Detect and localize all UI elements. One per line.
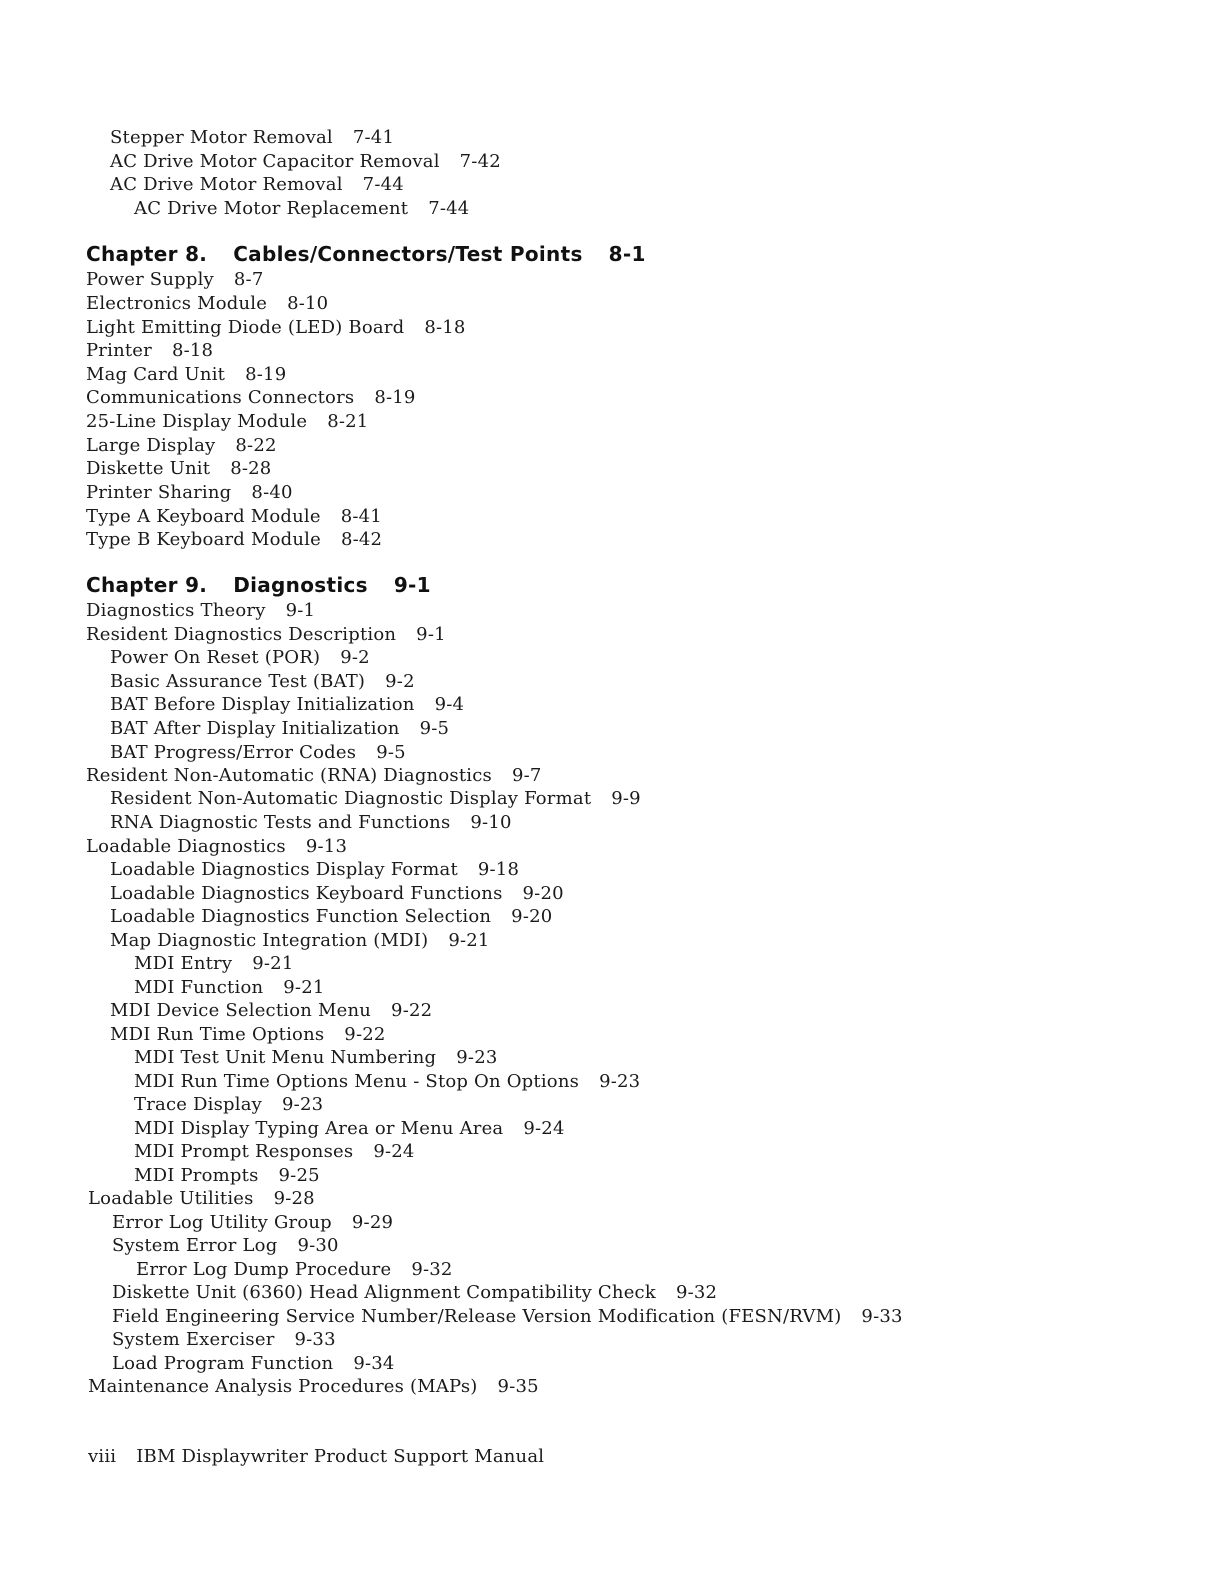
chapter-number: Chapter 8. — [86, 242, 208, 266]
toc-entry-title: MDI Function — [134, 977, 264, 998]
toc-entry-title: MDI Device Selection Menu — [110, 1000, 372, 1021]
toc-entry-title: MDI Run Time Options Menu - Stop On Options — [134, 1071, 580, 1092]
toc-entry-title: Field Engineering Service Number/Release Version Modification (FESN/RVM) — [112, 1306, 842, 1327]
toc-entry-title: Basic Assurance Test (BAT) — [110, 671, 366, 692]
toc-entry — [86, 292, 328, 316]
toc-entry-title: Maintenance Analysis Procedures (MAPs) — [88, 1376, 478, 1397]
toc-entry-page: 9-30 — [297, 1235, 339, 1256]
toc-entry — [110, 929, 490, 953]
toc-entry-title: Printer — [86, 340, 152, 361]
toc-entry-page: 9-21 — [283, 977, 325, 998]
toc-entry — [88, 1187, 315, 1211]
toc-entry-page: 8-41 — [340, 506, 382, 527]
toc-entry-page: 9-20 — [511, 906, 553, 927]
toc-entry-page: 9-7 — [511, 765, 542, 786]
toc-entry — [110, 126, 394, 150]
toc-entry-title: Resident Diagnostics Description — [86, 624, 397, 645]
toc-entry-title: Printer Sharing — [86, 482, 232, 503]
toc-entry — [134, 1070, 640, 1094]
toc-entry-title: Type A Keyboard Module — [86, 506, 321, 527]
toc-entry-page: 9-22 — [391, 1000, 433, 1021]
toc-entry — [110, 150, 501, 174]
toc-entry-page: 9-20 — [522, 883, 564, 904]
toc-entry-title: Error Log Dump Procedure — [136, 1259, 392, 1280]
toc-entry — [112, 1234, 339, 1258]
toc-entry — [134, 1117, 565, 1141]
toc-entry — [110, 670, 415, 694]
toc-entry — [110, 882, 564, 906]
toc-entry — [86, 505, 382, 529]
toc-entry — [86, 386, 416, 410]
toc-entry — [134, 1164, 320, 1188]
toc-entry-page: 8-19 — [245, 364, 287, 385]
toc-entry — [86, 835, 347, 859]
toc-entry — [110, 858, 519, 882]
toc-entry — [110, 811, 512, 835]
toc-entry-page: 9-23 — [599, 1071, 641, 1092]
toc-entry — [112, 1305, 903, 1329]
toc-entry-title: 25-Line Display Module — [86, 411, 308, 432]
toc-entry-page: 7-44 — [362, 174, 404, 195]
toc-entry-title: Loadable Diagnostics Function Selection — [110, 906, 492, 927]
toc-entry — [86, 528, 382, 552]
toc-entry — [112, 1328, 336, 1352]
page-folio: viii — [88, 1446, 117, 1467]
toc-entry — [112, 1352, 395, 1376]
toc-entry-title: Diskette Unit (6360) Head Alignment Compatibility Check — [112, 1282, 656, 1303]
toc-entry-title: Power Supply — [86, 269, 214, 290]
toc-entry-page: 8-28 — [230, 458, 272, 479]
chapter-page: 9-1 — [393, 573, 431, 597]
toc-entry-title: Large Display — [86, 435, 216, 456]
chapter-title: Diagnostics — [233, 573, 368, 597]
footer-title: IBM Displaywriter Product Support Manual — [136, 1446, 545, 1467]
toc-entry-page: 8-21 — [327, 411, 369, 432]
toc-entry-title: MDI Prompt Responses — [134, 1141, 354, 1162]
toc-entry-page: 8-18 — [424, 317, 466, 338]
toc-entry-page: 8-22 — [235, 435, 277, 456]
toc-entry-title: MDI Test Unit Menu Numbering — [134, 1047, 437, 1068]
toc-entry — [110, 646, 370, 670]
toc-entry-title: Loadable Diagnostics Display Format — [110, 859, 458, 880]
toc-entry — [110, 173, 404, 197]
toc-entry-title: AC Drive Motor Replacement — [134, 198, 409, 219]
toc-entry-title: RNA Diagnostic Tests and Functions — [110, 812, 451, 833]
toc-entry-title: Loadable Utilities — [88, 1188, 254, 1209]
toc-entry-page: 9-2 — [340, 647, 370, 668]
toc-entry-page: 9-9 — [611, 788, 641, 809]
toc-entry-page: 9-32 — [411, 1259, 453, 1280]
chapter-heading — [86, 243, 646, 267]
toc-entry-title: System Error Log — [112, 1235, 278, 1256]
page-footer — [88, 1445, 544, 1469]
toc-entry — [110, 693, 464, 717]
toc-entry-page: 9-1 — [285, 600, 316, 621]
toc-entry — [134, 1046, 498, 1070]
toc-entry — [86, 363, 286, 387]
toc-entry-page: 7-41 — [352, 127, 395, 148]
toc-entry-page: 7-42 — [459, 151, 501, 172]
toc-entry — [136, 1258, 453, 1282]
toc-entry-title: Error Log Utility Group — [112, 1212, 332, 1233]
toc-entry-page: 9-1 — [416, 624, 446, 645]
toc-entry — [112, 1281, 717, 1305]
toc-entry-title: System Exerciser — [112, 1329, 275, 1350]
chapter-heading — [86, 574, 431, 598]
toc-entry-page: 8-18 — [171, 340, 214, 361]
toc-entry-title: BAT After Display Initialization — [110, 718, 400, 739]
toc-entry — [110, 741, 406, 765]
toc-entry — [134, 976, 325, 1000]
toc-entry-title: BAT Progress/Error Codes — [110, 742, 357, 763]
toc-entry — [86, 316, 466, 340]
toc-entry-page: 8-7 — [233, 269, 264, 290]
toc-entry-page: 8-42 — [340, 529, 383, 550]
toc-entry-title: Power On Reset (POR) — [110, 647, 321, 668]
toc-entry-title: BAT Before Display Initialization — [110, 694, 415, 715]
toc-entry-title: Type B Keyboard Module — [86, 529, 321, 550]
toc-entry-page: 9-21 — [448, 930, 490, 951]
toc-entry-title: Loadable Diagnostics Keyboard Functions — [110, 883, 503, 904]
toc-entry-page: 9-23 — [282, 1094, 324, 1115]
toc-entry-title: Stepper Motor Removal — [110, 127, 333, 148]
toc-entry — [110, 717, 449, 741]
toc-entry — [88, 1375, 539, 1399]
toc-entry — [110, 999, 432, 1023]
toc-entry-page: 9-5 — [419, 718, 450, 739]
toc-entry-title: MDI Prompts — [134, 1165, 259, 1186]
toc-entry-page: 9-28 — [273, 1188, 315, 1209]
toc-entry-title: Resident Non-Automatic Diagnostic Display Format — [110, 788, 592, 809]
toc-entry-title: MDI Run Time Options — [110, 1024, 325, 1045]
toc-entry — [86, 457, 271, 481]
toc-entry — [86, 623, 446, 647]
toc-entry — [134, 197, 469, 221]
toc-entry — [134, 1140, 415, 1164]
toc-entry-page: 9-33 — [294, 1329, 336, 1350]
toc-entry-title: Load Program Function — [112, 1353, 334, 1374]
toc-entry-title: Trace Display — [134, 1094, 263, 1115]
chapter-page: 8-1 — [608, 242, 646, 266]
toc-entry — [86, 410, 368, 434]
toc-entry-title: Diagnostics Theory — [86, 600, 266, 621]
toc-entry-page: 8-10 — [287, 293, 329, 314]
toc-entry — [86, 481, 293, 505]
toc-entry — [86, 339, 213, 363]
toc-entry-page: 9-33 — [861, 1306, 903, 1327]
toc-entry — [86, 434, 277, 458]
toc-entry-title: AC Drive Motor Removal — [110, 174, 343, 195]
toc-entry-page: 9-24 — [373, 1141, 415, 1162]
toc-entry-page: 9-13 — [305, 836, 348, 857]
toc-entry — [86, 599, 315, 623]
toc-entry-title: Diskette Unit — [86, 458, 211, 479]
toc-entry-title: Resident Non-Automatic (RNA) Diagnostics — [86, 765, 492, 786]
toc-entry-title: Map Diagnostic Integration (MDI) — [110, 930, 429, 951]
toc-entry-title: AC Drive Motor Capacitor Removal — [110, 151, 440, 172]
toc-entry-page: 9-10 — [470, 812, 512, 833]
toc-entry-page: 9-21 — [252, 953, 294, 974]
toc-entry-page: 9-5 — [376, 742, 406, 763]
toc-entry-page: 9-23 — [456, 1047, 498, 1068]
toc-entry-page: 9-24 — [523, 1118, 565, 1139]
toc-entry — [110, 787, 641, 811]
toc-entry-title: Communications Connectors — [86, 387, 355, 408]
toc-entry-title: Mag Card Unit — [86, 364, 226, 385]
toc-entry-page: 9-34 — [353, 1353, 395, 1374]
toc-entry-page: 9-29 — [351, 1212, 394, 1233]
toc-entry-page: 9-2 — [385, 671, 415, 692]
chapter-title: Cables/Connectors/Test Points — [233, 242, 583, 266]
chapter-number: Chapter 9. — [86, 573, 208, 597]
toc-entry-page: 9-4 — [434, 694, 465, 715]
toc-entry-title: Electronics Module — [86, 293, 268, 314]
toc-entry-page: 9-25 — [278, 1165, 320, 1186]
toc-entry — [134, 952, 293, 976]
toc-entry-page: 7-44 — [428, 198, 470, 219]
toc-entry-page: 9-32 — [675, 1282, 718, 1303]
toc-entry — [110, 1023, 386, 1047]
toc-entry-page: 8-40 — [251, 482, 293, 503]
toc-entry-title: Loadable Diagnostics — [86, 836, 286, 857]
toc-entry-page: 8-19 — [374, 387, 416, 408]
toc-entry — [86, 764, 542, 788]
toc-entry — [134, 1093, 323, 1117]
toc-entry — [86, 268, 264, 292]
toc-entry-page: 9-35 — [497, 1376, 539, 1397]
toc-entry-title: MDI Display Typing Area or Menu Area — [134, 1118, 504, 1139]
toc-entry-page: 9-22 — [344, 1024, 386, 1045]
toc-entry — [112, 1211, 393, 1235]
toc-entry — [110, 905, 552, 929]
toc-entry-title: MDI Entry — [134, 953, 233, 974]
toc-entry-page: 9-18 — [477, 859, 520, 880]
toc-entry-title: Light Emitting Diode (LED) Board — [86, 317, 405, 338]
